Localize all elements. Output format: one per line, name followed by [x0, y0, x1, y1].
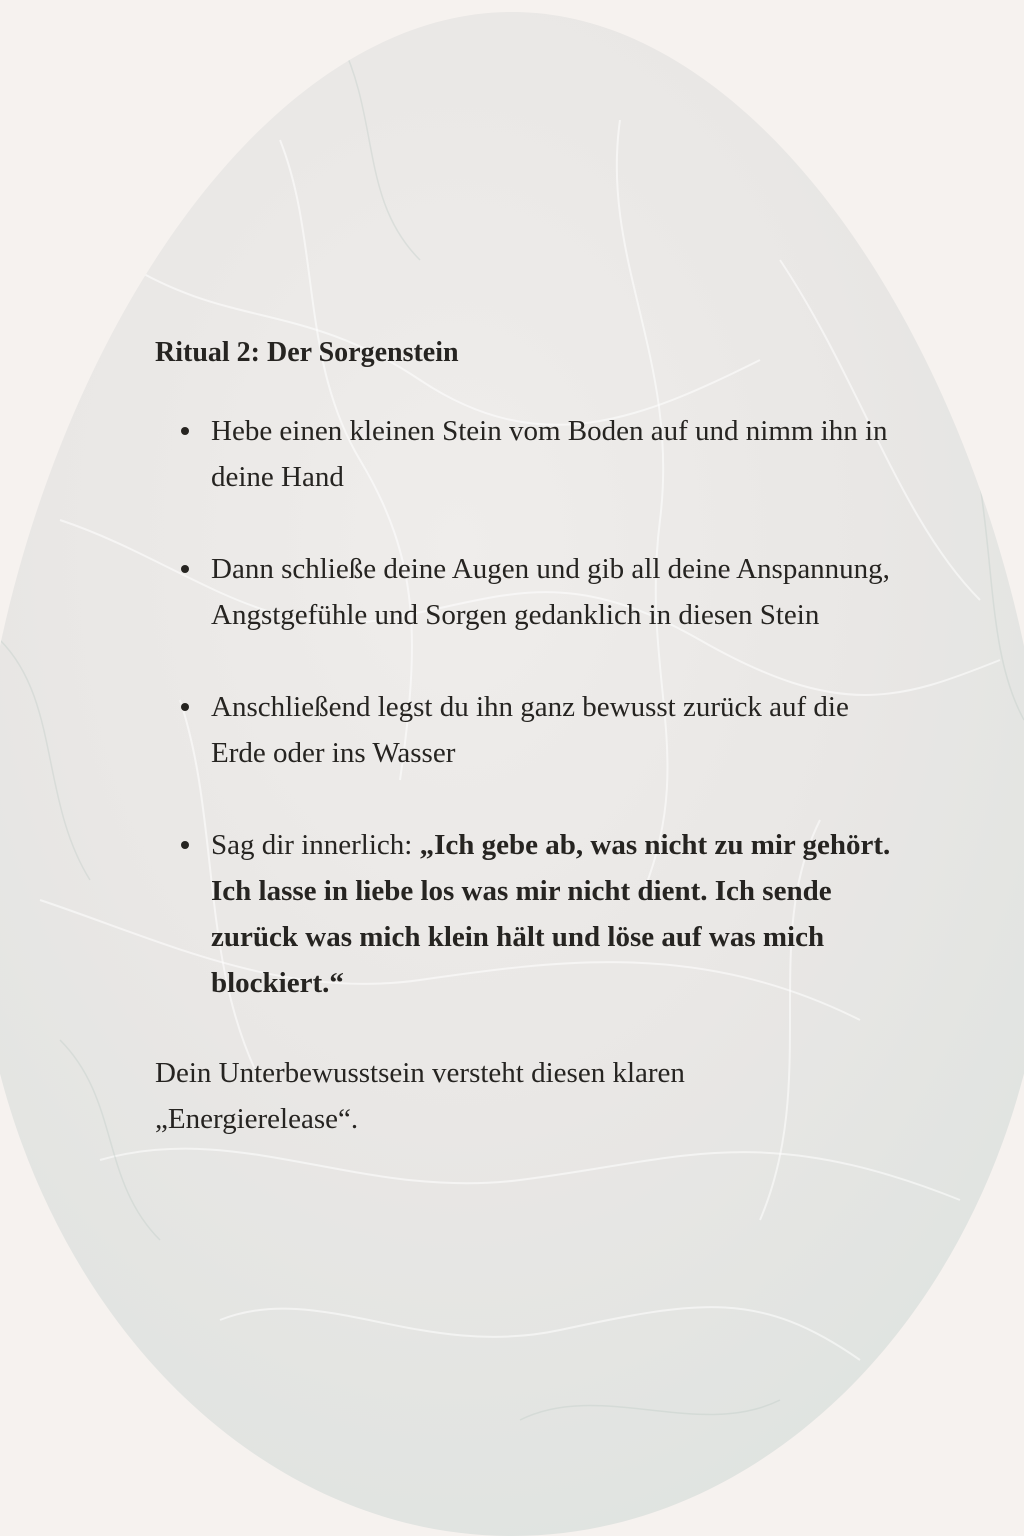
bullet-icon	[181, 703, 189, 711]
list-item	[155, 408, 895, 500]
bullet-icon	[181, 565, 189, 573]
bullet-icon	[181, 841, 189, 849]
list-item	[155, 822, 895, 1006]
list-item	[155, 546, 895, 638]
bullet-icon	[181, 427, 189, 435]
affirmation-quote: „Ich gebe ab, was nicht zu mir gehört. Ich lasse in liebe los was mir nicht dient. Ich sende zurück was mich klein hält und löse auf was mich blockiert.“	[211, 829, 891, 999]
step-text: Anschließend legst du ihn ganz bewusst zurück auf die Erde oder ins Wasser	[211, 691, 849, 769]
content-block	[155, 330, 895, 1142]
ritual-steps-list	[155, 408, 895, 1006]
closing-paragraph: Dein Unterbewusstsein versteht diesen klaren „Energierelease“.	[155, 1057, 685, 1135]
list-item	[155, 684, 895, 776]
page-title: Ritual 2: Der Sorgenstein	[155, 337, 459, 368]
step-prefix: Sag dir innerlich:	[211, 829, 420, 861]
step-text: Dann schließe deine Augen und gib all deine Anspannung, Angstgefühle und Sorgen gedanklich in diesen Stein	[211, 553, 890, 631]
step-text: Hebe einen kleinen Stein vom Boden auf und nimm ihn in deine Hand	[211, 415, 888, 493]
